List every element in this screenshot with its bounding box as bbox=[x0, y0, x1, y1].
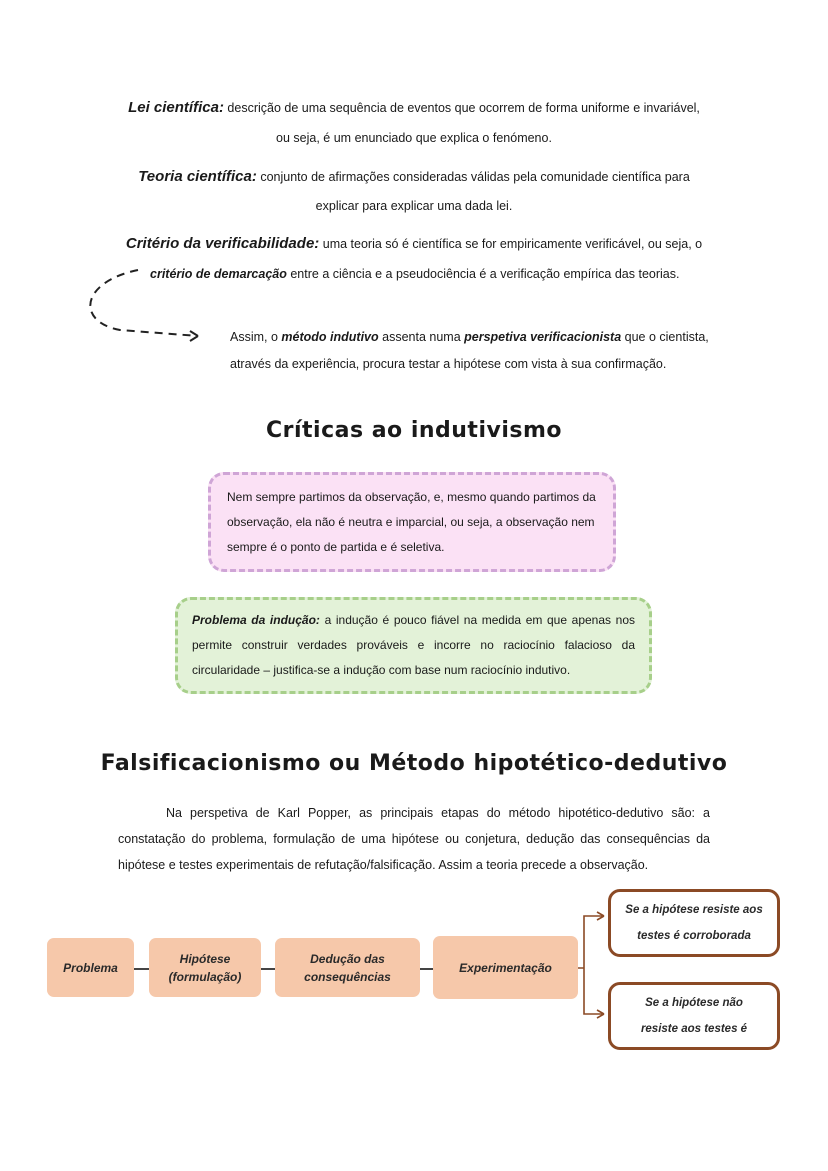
falsificacionismo-paragraph: Na perspetiva de Karl Popper, as principais etapas do método hipotético-dedutivo são: a constatação do problema, formulação de uma hipótese ou conjetura, dedução das consequências da hipótese e testes experimentais de refutação/falsificação. Assim a teoria precede a observação. bbox=[118, 806, 710, 872]
lei-cientifica-line1 bbox=[0, 99, 828, 116]
flow-step-hipotese bbox=[149, 938, 261, 997]
flow-branch-arrows bbox=[578, 910, 610, 1020]
criticas-title: Críticas ao indutivismo bbox=[265, 418, 563, 443]
problema-inducao-term: Problema da indução: bbox=[192, 613, 320, 627]
falsificacionismo-title: Falsificacionismo ou Método hipotético-dedutivo bbox=[100, 751, 728, 776]
critica-observacao-box bbox=[208, 472, 616, 572]
teoria-cientifica-text1: conjunto de afirmações consideradas válidas pela comunidade científica para bbox=[260, 170, 690, 184]
flow-connector-1 bbox=[134, 968, 149, 970]
inductive-part2: assenta numa bbox=[382, 330, 461, 344]
inductive-line2: através da experiência, procura testar a hipótese com vista à sua confirmação. bbox=[230, 357, 667, 371]
outcome-corroborada-line1: Se a hipótese resiste aos bbox=[625, 904, 763, 916]
flow-step-experimentacao: Experimentação bbox=[433, 936, 578, 999]
flow-step-deducao-line1: Dedução das bbox=[310, 951, 385, 966]
problema-inducao-text: a indução é pouco fiável na medida em que apenas nos permite construir verdades prováveis e incorre no raciocínio falacioso da circularidade – justifica-se a indução com base num raciocínio indutivo. bbox=[192, 613, 635, 677]
criterio-text2: entre a ciência e a pseudociência é a verificação empírica das teorias. bbox=[290, 267, 680, 281]
criterio-term: Critério da verificabilidade: bbox=[125, 235, 320, 252]
teoria-cientifica-line1 bbox=[0, 168, 828, 185]
flow-step-problema: Problema bbox=[47, 938, 134, 997]
outcome-refutada bbox=[608, 982, 780, 1050]
inductive-term1: método indutivo bbox=[281, 330, 379, 344]
outcome-corroborada-line2: testes é corroborada bbox=[637, 930, 751, 942]
flow-step-deducao-line2: consequências bbox=[304, 969, 391, 984]
outcome-refutada-line2: resiste aos testes é bbox=[640, 1023, 748, 1035]
outcome-refutada-line1: Se a hipótese não bbox=[645, 997, 743, 1009]
inductive-line1 bbox=[230, 330, 709, 344]
lei-cientifica-text1: descrição de uma sequência de eventos que ocorrem de forma uniforme e invariável, bbox=[227, 101, 700, 115]
criterio-text1: uma teoria só é científica se for empiricamente verificável, ou seja, o bbox=[322, 237, 703, 251]
teoria-cientifica-text2: explicar para explicar uma dada lei. bbox=[315, 199, 513, 213]
inductive-part1: Assim, o bbox=[230, 330, 278, 344]
problema-inducao-box bbox=[175, 597, 652, 694]
flow-connector-2 bbox=[261, 968, 275, 970]
lei-cientifica-term: Lei científica: bbox=[128, 99, 224, 116]
outcome-corroborada bbox=[608, 889, 780, 957]
flow-step-deducao bbox=[275, 938, 420, 997]
criterio-demarcacao-term: critério de demarcação bbox=[150, 267, 287, 281]
flow-step-hipotese-line1: Hipótese bbox=[179, 951, 231, 966]
criterio-line1 bbox=[0, 235, 828, 252]
critica-observacao-text: Nem sempre partimos da observação, e, mesmo quando partimos da observação, ela não é neutra e imparcial, ou seja, a observação nem sempre é o ponto de partida e é seletiva. bbox=[227, 490, 596, 554]
inductive-term2: perspetiva verificacionista bbox=[464, 330, 622, 344]
flow-connector-3 bbox=[420, 968, 433, 970]
lei-cientifica-text2: ou seja, é um enunciado que explica o fenómeno. bbox=[276, 131, 552, 145]
inductive-part3: que o cientista, bbox=[624, 330, 709, 344]
flow-step-hipotese-line2: (formulação) bbox=[168, 969, 242, 984]
teoria-cientifica-term: Teoria científica: bbox=[138, 168, 257, 185]
criterio-line2 bbox=[150, 267, 679, 281]
dashed-curved-arrow bbox=[80, 262, 220, 344]
